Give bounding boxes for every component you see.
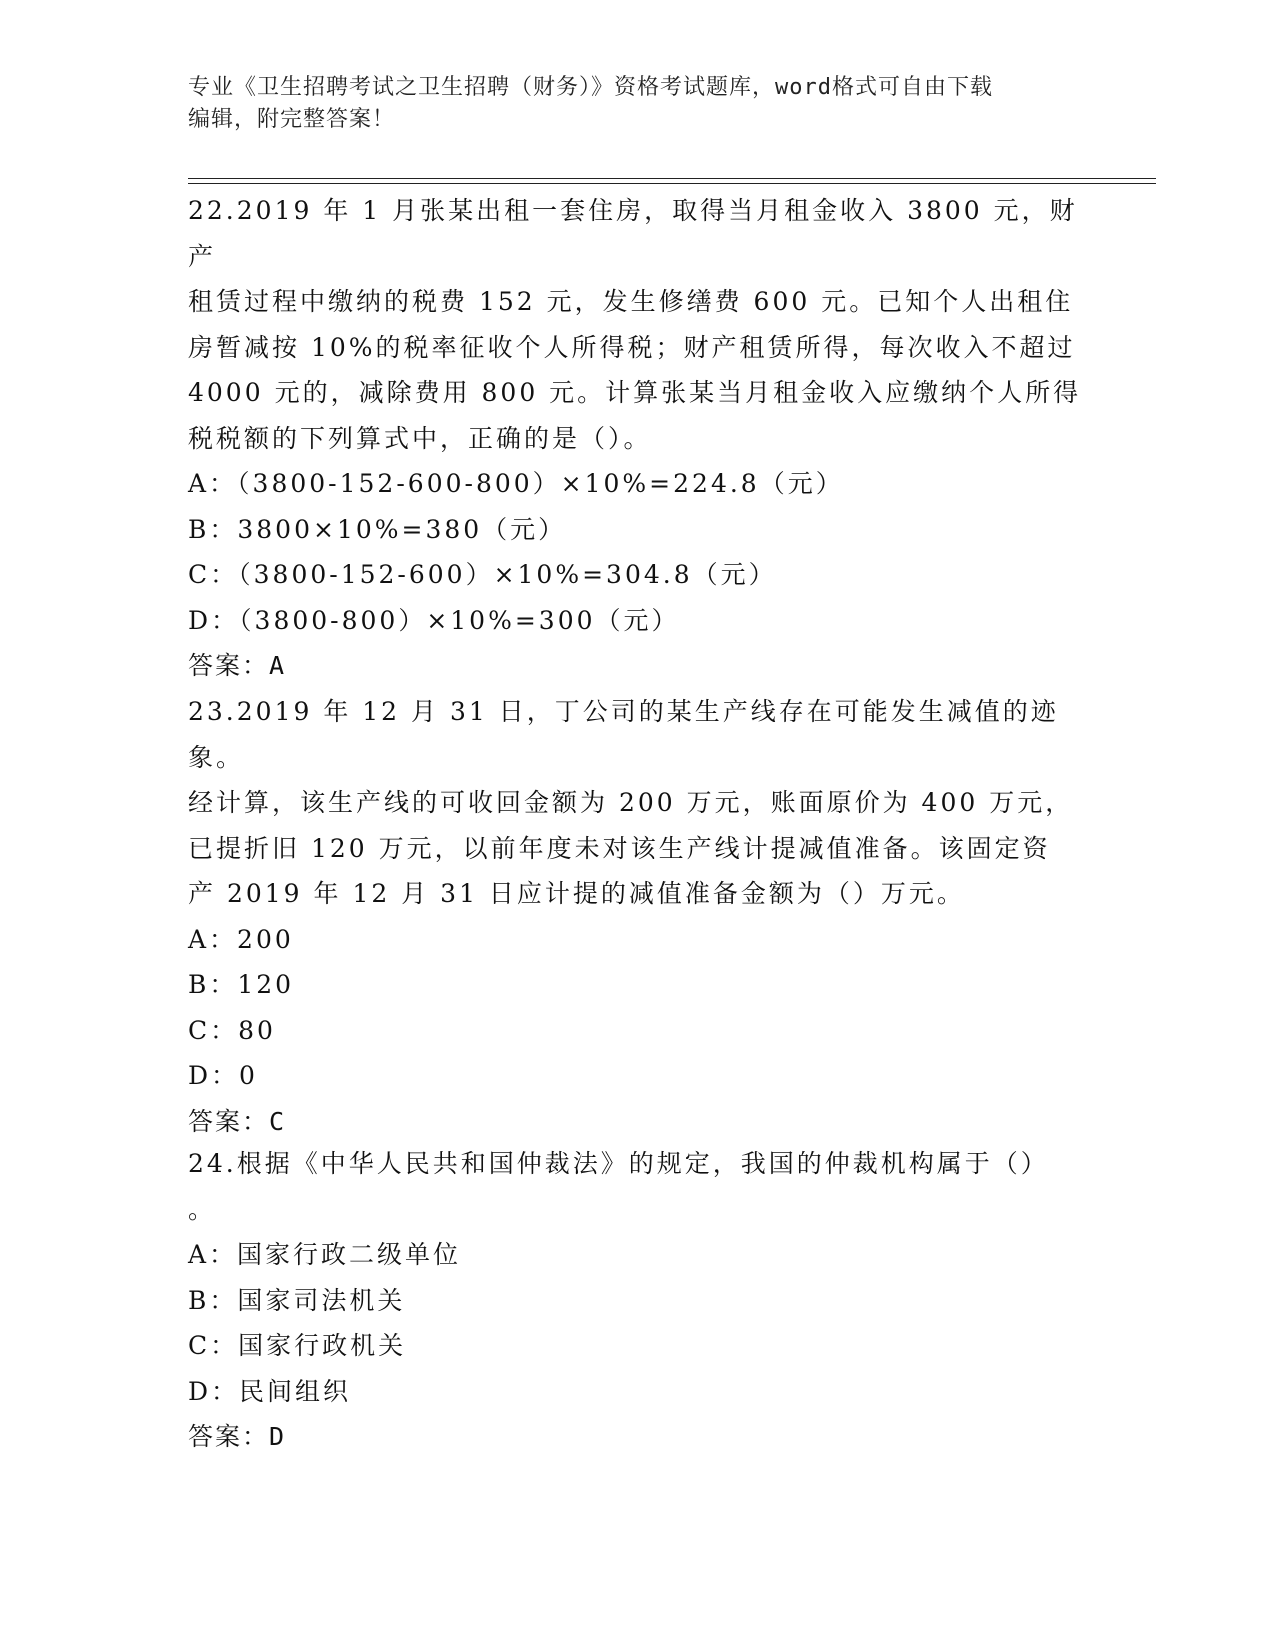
document-header bbox=[188, 72, 1088, 136]
header-line-1: 专业《卫生招聘考试之卫生招聘（财务）》资格考试题库，word格式可自由下载 bbox=[188, 75, 993, 100]
option-d: D：民间组织 bbox=[188, 1376, 352, 1406]
stem-line: 24.根据《中华人民共和国仲裁法》的规定，我国的仲裁机构属于（） bbox=[188, 1149, 1049, 1178]
answer-line: 答案：D bbox=[188, 1422, 287, 1451]
option-d: D：0 bbox=[188, 1061, 258, 1090]
option-a: A：200 bbox=[188, 924, 294, 954]
option-d: D：（3800-800）×10%=300（元） bbox=[188, 605, 680, 635]
question-stem bbox=[188, 689, 1088, 917]
option-c: C：（3800-152-600）×10%=304.8（元） bbox=[188, 560, 777, 589]
option-c: C：国家行政机关 bbox=[188, 1331, 407, 1360]
question-23 bbox=[188, 689, 1088, 1144]
header-line-2: 编辑，附完整答案！ bbox=[188, 107, 396, 132]
question-stem bbox=[188, 1141, 1088, 1232]
question-22 bbox=[188, 188, 1088, 689]
option-a: A：国家行政二级单位 bbox=[188, 1240, 462, 1269]
stem-line: 已提折旧 120 万元，以前年度未对该生产线计提减值准备。该固定资 bbox=[188, 833, 1051, 863]
answer-line: 答案：C bbox=[188, 1106, 287, 1136]
stem-line: 4000 元的，减除费用 800 元。计算张某当月租金收入应缴纳个人所得 bbox=[188, 378, 1082, 407]
stem-line: 产 2019 年 12 月 31 日应计提的减值准备金额为（）万元。 bbox=[188, 879, 965, 908]
stem-line: 税税额的下列算式中，正确的是（）。 bbox=[188, 423, 652, 453]
stem-line: 房暂减按 10%的税率征收个人所得税；财产租赁所得，每次收入不超过 bbox=[188, 332, 1076, 362]
question-24 bbox=[188, 1141, 1088, 1460]
stem-line: 。 bbox=[188, 1194, 217, 1224]
option-b: B：3800×10%=380（元） bbox=[188, 514, 567, 544]
stem-line: 23.2019 年 12 月 31 日，丁公司的某生产线存在可能发生减值的迹象。 bbox=[188, 697, 1059, 772]
option-b: B：120 bbox=[188, 970, 295, 999]
option-b: B：国家司法机关 bbox=[188, 1285, 406, 1315]
stem-line: 22.2019 年 1 月张某出租一套住房，取得当月租金收入 3800 元，财产 bbox=[188, 196, 1078, 271]
option-c: C：80 bbox=[188, 1015, 276, 1045]
answer-line: 答案：A bbox=[188, 651, 287, 680]
header-divider-top bbox=[188, 178, 1156, 179]
stem-line: 经计算，该生产线的可收回金额为 200 万元，账面原价为 400 万元， bbox=[188, 788, 1074, 817]
stem-line: 租赁过程中缴纳的税费 152 元，发生修缮费 600 元。已知个人出租住 bbox=[188, 287, 1074, 316]
header-divider-bottom bbox=[188, 183, 1156, 184]
question-stem bbox=[188, 188, 1088, 461]
option-a: A：（3800-152-600-800）×10%=224.8（元） bbox=[188, 469, 844, 498]
